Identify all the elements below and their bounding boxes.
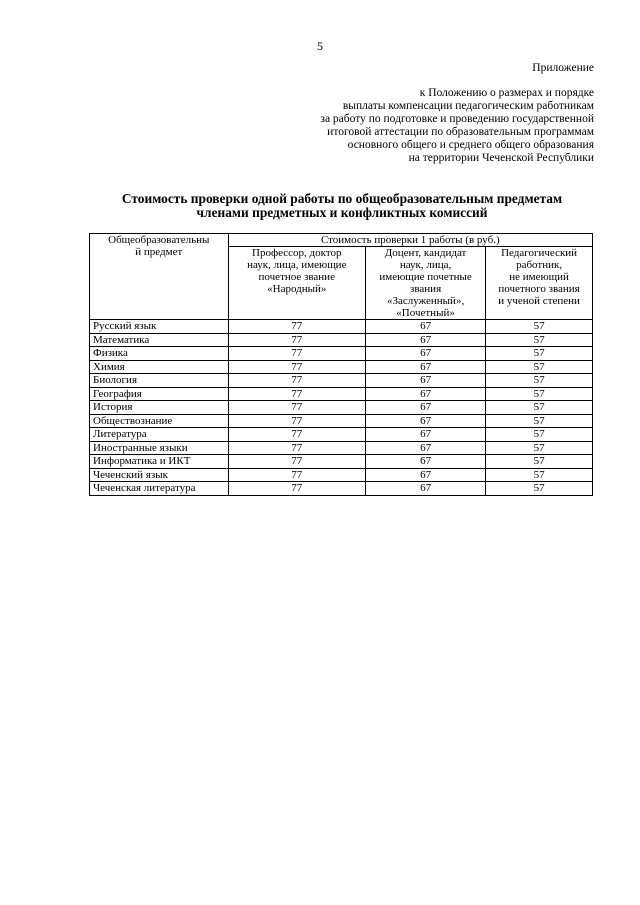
value-cell: 77: [228, 360, 365, 374]
subject-cell: Математика: [90, 333, 229, 347]
value-cell: 67: [365, 347, 485, 361]
value-cell: 67: [365, 387, 485, 401]
subject-cell: История: [90, 401, 229, 415]
value-cell: 77: [228, 374, 365, 388]
value-cell: 77: [228, 428, 365, 442]
table-row: [90, 455, 593, 469]
value-cell: 57: [486, 347, 593, 361]
appendix-line: основного общего и среднего общего образования: [347, 139, 594, 151]
value-cell: 57: [486, 455, 593, 469]
page-number: 5: [317, 39, 323, 53]
value-cell: 77: [228, 320, 365, 334]
value-cell: 67: [365, 333, 485, 347]
value-cell: 57: [486, 387, 593, 401]
subject-cell: Биология: [90, 374, 229, 388]
subject-column-header: Общеобразовательны й предмет: [90, 234, 229, 320]
appendix-title: Приложение: [532, 62, 594, 74]
appendix-block: [320, 62, 594, 165]
value-cell: 57: [486, 414, 593, 428]
subject-cell: Чеченская литература: [90, 482, 229, 496]
value-cell: 67: [365, 468, 485, 482]
value-cell: 77: [228, 347, 365, 361]
value-cell: 77: [228, 401, 365, 415]
column-header-docent: Доцент, кандидат наук, лица, имеющие почетные звания «Заслуженный», «Почетный»: [365, 247, 485, 320]
table-row: [90, 360, 593, 374]
appendix-line: на территории Чеченской Республики: [408, 152, 594, 164]
table-row: [90, 374, 593, 388]
value-cell: 57: [486, 482, 593, 496]
value-cell: 57: [486, 468, 593, 482]
value-cell: 67: [365, 414, 485, 428]
value-cell: 57: [486, 333, 593, 347]
cost-group-header: Стоимость проверки 1 работы (в руб.): [228, 234, 592, 247]
document-title-line: членами предметных и конфликтных комиссий: [196, 204, 488, 220]
table-row: [90, 320, 593, 334]
column-header-teacher: Педагогический работник, не имеющий почетного звания и ученой степени: [486, 247, 593, 320]
appendix-line: итоговой аттестации по образовательным программам: [327, 126, 594, 138]
value-cell: 57: [486, 428, 593, 442]
subject-cell: Физика: [90, 347, 229, 361]
value-cell: 57: [486, 441, 593, 455]
table-row: [90, 387, 593, 401]
document-title: [86, 192, 598, 219]
value-cell: 57: [486, 320, 593, 334]
table-row: [90, 401, 593, 415]
value-cell: 67: [365, 482, 485, 496]
appendix-line: за работу по подготовке и проведению государственной: [320, 113, 594, 125]
value-cell: 77: [228, 441, 365, 455]
value-cell: 57: [486, 401, 593, 415]
subject-cell: Обществознание: [90, 414, 229, 428]
value-cell: 77: [228, 468, 365, 482]
table-row: [90, 482, 593, 496]
subject-cell: Русский язык: [90, 320, 229, 334]
value-cell: 67: [365, 455, 485, 469]
subject-cell: Химия: [90, 360, 229, 374]
value-cell: 67: [365, 428, 485, 442]
subject-cell: География: [90, 387, 229, 401]
subject-cell: Иностранные языки: [90, 441, 229, 455]
subject-cell: Чеченский язык: [90, 468, 229, 482]
subject-cell: Литература: [90, 428, 229, 442]
table-row: [90, 414, 593, 428]
value-cell: 67: [365, 401, 485, 415]
table-row: [90, 441, 593, 455]
value-cell: 57: [486, 360, 593, 374]
table-row: [90, 333, 593, 347]
value-cell: 67: [365, 320, 485, 334]
value-cell: 77: [228, 414, 365, 428]
table-row: [90, 428, 593, 442]
value-cell: 57: [486, 374, 593, 388]
value-cell: 77: [228, 455, 365, 469]
value-cell: 77: [228, 482, 365, 496]
value-cell: 67: [365, 360, 485, 374]
table-row: [90, 468, 593, 482]
value-cell: 77: [228, 387, 365, 401]
value-cell: 77: [228, 333, 365, 347]
subject-cell: Информатика и ИКТ: [90, 455, 229, 469]
value-cell: 67: [365, 374, 485, 388]
column-header-professor: Профессор, доктор наук, лица, имеющие почетное звание «Народный»: [228, 247, 365, 320]
document-title-line: Стоимость проверки одной работы по общеобразовательным предметам: [121, 191, 563, 206]
table-row: [90, 347, 593, 361]
value-cell: 67: [365, 441, 485, 455]
cost-table: [89, 233, 593, 496]
appendix-line: выплаты компенсации педагогическим работникам: [342, 100, 594, 112]
appendix-line: к Положению о размерах и порядке: [419, 87, 594, 99]
